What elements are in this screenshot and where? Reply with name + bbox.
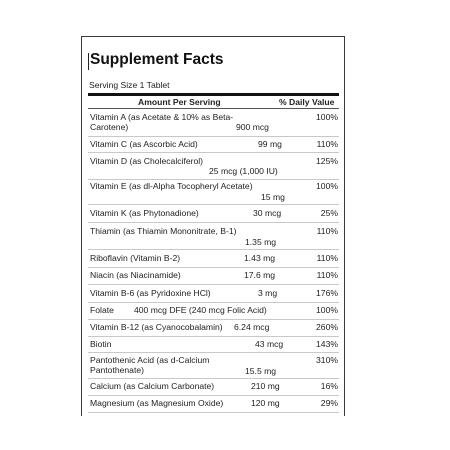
header-daily-value: % Daily Value [279,97,335,107]
header-amount-per-serving: Amount Per Serving [138,97,221,107]
nutrient-daily-value: 125% [316,156,338,166]
nutrient-amount: 6.24 mcg [234,322,270,332]
serving-size: Serving Size 1 Tablet [89,80,170,90]
nutrient-amount: 15 mg [261,192,285,202]
nutrient-amount: 120 mg [251,398,280,408]
nutrient-amount: 3 mg [258,288,278,298]
nutrient-amount: 1.43 mg [244,253,276,263]
nutrient-daily-value: 110% [316,226,338,236]
nutrient-name: Calcium (as Calcium Carbonate) [90,381,215,391]
nutrient-name-cont: Carotene) [90,122,129,132]
nutrient-amount: 30 mcg [253,208,282,218]
nutrient-amount: 17.6 mg [244,270,276,280]
nutrient-amount: 210 mg [251,381,280,391]
nutrient-name: Vitamin A (as Acetate & 10% as Beta- [90,112,234,122]
nutrient-row-riboflavin [88,253,339,268]
nutrient-row-vitamin-e [88,181,339,205]
nutrient-row-biotin [88,339,339,353]
nutrient-row-folate [88,305,339,320]
nutrient-amount: 400 mcg DFE (240 mcg Folic Acid) [134,305,267,315]
nutrient-row-vitamin-b6 [88,288,339,303]
nutrient-daily-value: 100% [316,181,338,191]
nutrient-daily-value: 100% [316,112,338,122]
nutrient-daily-value: 110% [316,270,338,280]
nutrient-name: Vitamin K (as Phytonadione) [90,208,199,218]
nutrient-row-thiamin [88,226,339,250]
nutrient-name-cont: Pantothenate) [90,365,144,375]
nutrient-daily-value: 29% [320,398,338,408]
nutrient-name: Vitamin C (as Ascorbic Acid) [90,139,198,149]
nutrient-amount: 900 mcg [236,122,269,132]
nutrient-name: Pantothenic Acid (as d-Calcium [90,355,210,365]
nutrient-row-vitamin-k [88,208,339,223]
nutrient-name: Magnesium (as Magnesium Oxide) [90,398,224,408]
nutrient-amount: 43 mcg [255,339,284,349]
text-cursor [88,53,89,70]
nutrient-amount: 1.35 mg [245,237,277,247]
nutrient-name: Riboflavin (Vitamin B-2) [90,253,181,263]
nutrient-amount: 99 mg [258,139,282,149]
nutrient-name: Niacin (as Niacinamide) [90,270,181,280]
nutrient-daily-value: 310% [316,355,338,365]
nutrient-daily-value: 25% [320,208,338,218]
panel-title: Supplement Facts [90,51,224,68]
nutrient-name: Folate [90,305,114,315]
nutrient-daily-value: 260% [316,322,338,332]
nutrient-daily-value: 143% [316,339,338,349]
nutrient-row-pantothenic-acid [88,355,339,379]
nutrient-daily-value: 100% [316,305,338,315]
nutrient-row-vitamin-c [88,139,339,153]
nutrient-row-vitamin-a [88,112,339,137]
nutrient-row-magnesium [88,398,339,413]
header-divider [88,108,339,109]
nutrient-daily-value: 110% [316,139,338,149]
nutrient-name: Biotin [90,339,112,349]
nutrient-row-vitamin-b12 [88,322,339,337]
nutrient-name: Vitamin E (as dl-Alpha Tocopheryl Acetate) [90,181,253,191]
nutrient-name: Vitamin B-12 (as Cyanocobalamin) [90,322,223,332]
nutrient-row-calcium [88,381,339,396]
nutrient-daily-value: 110% [316,253,338,263]
nutrient-name: Thiamin (as Thiamin Mononitrate, B-1) [90,226,237,236]
nutrient-row-vitamin-d [88,156,339,180]
nutrient-daily-value: 16% [320,381,338,391]
nutrient-name: Vitamin D (as Cholecalciferol) [90,156,204,166]
thick-divider [88,93,339,96]
nutrient-name: Vitamin B-6 (as Pyridoxine HCl) [90,288,211,298]
nutrient-row-niacin [88,270,339,285]
nutrient-amount: 25 mcg (1,000 IU) [209,166,278,176]
nutrient-amount: 15.5 mg [245,366,277,376]
nutrient-daily-value: 176% [316,288,338,298]
